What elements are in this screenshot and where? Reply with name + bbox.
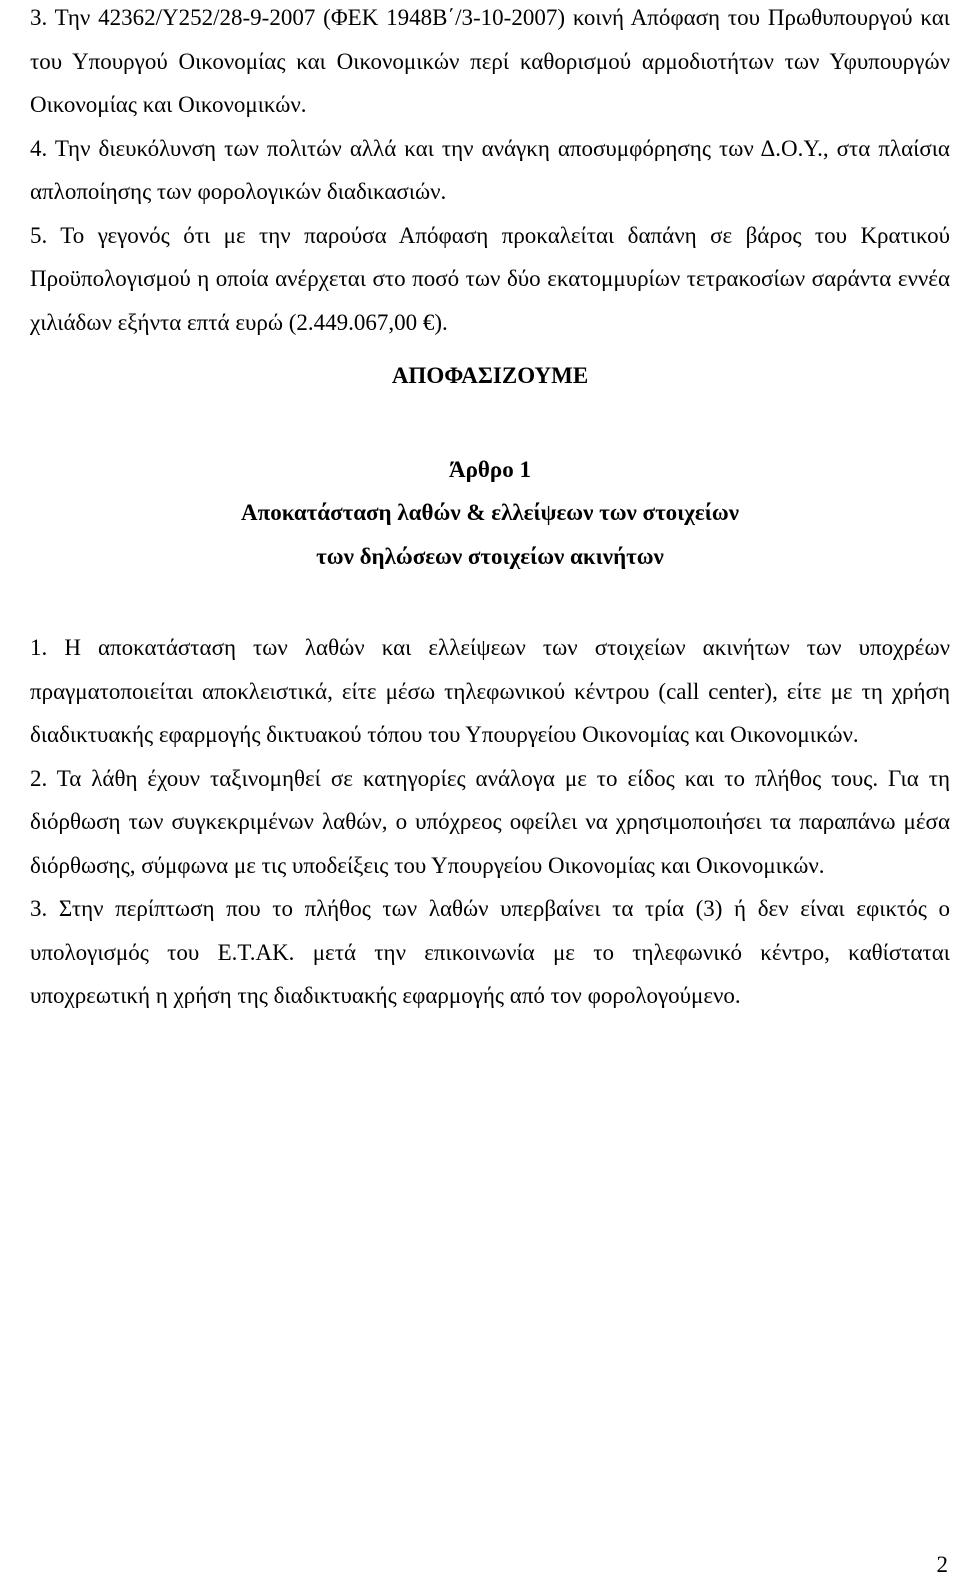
- article-paragraph-3: [30, 887, 950, 1018]
- recital-item-5: [30, 214, 950, 345]
- paragraph-text: Στην περίπτωση που το πλήθος των λαθών υπερβαίνει τα τρία (3) ή δεν είναι εφικτός ο υπολογισμός του Ε.Τ.ΑΚ. μετά την επικοινωνία με το τηλεφωνικό κέντρο, καθίσταται υποχρεωτική η χρήση της διαδικτυακής εφαρμογής από τον φορολογούμενο.: [30, 896, 950, 1008]
- article-paragraph-1: [30, 626, 950, 757]
- decision-heading: ΑΠΟΦΑΣΙΖΟΥΜΕ: [391, 363, 589, 388]
- paragraph-number: 3.: [30, 896, 48, 921]
- article-title-line-1: Αποκατάσταση λαθών & ελλείψεων των στοιχείων: [241, 500, 739, 525]
- recital-number: 3.: [30, 5, 48, 30]
- article-title-line-2: των δηλώσεων στοιχείων ακινήτων: [316, 543, 664, 569]
- recital-text: Την 42362/Υ252/28-9-2007 (ΦΕΚ 1948Β΄/3-10-2007) κοινή Απόφαση του Πρωθυπουργού και του Υπουργού Οικονομίας και Οικονομικών περί καθορισμού αρμοδιοτήτων των Υφυπουργών Οικονομίας και Οικονομικών.: [30, 5, 950, 117]
- recital-item-3: [30, 0, 950, 127]
- recital-number: 4.: [30, 135, 48, 161]
- paragraph-number: 2.: [30, 765, 48, 791]
- page-number: 2: [936, 1552, 948, 1577]
- paragraph-number: 1.: [30, 635, 48, 660]
- paragraph-text: Η αποκατάσταση των λαθών και ελλείψεων των στοιχείων ακινήτων των υποχρέων πραγματοποιείται αποκλειστικά, είτε μέσω τηλεφωνικού κέντρου (call center), είτε με τη χρήση διαδικτυακής εφαρμογής δικτυακού τόπου του Υπουργείου Οικονομίας και Οικονομικών.: [30, 635, 950, 747]
- document-page: [30, 0, 950, 1018]
- article-number: Άρθρο 1: [449, 456, 531, 482]
- recital-text: Την διευκόλυνση των πολιτών αλλά και την ανάγκη αποσυμφόρησης των Δ.Ο.Υ., στα πλαίσια απλοποίησης των φορολογικών διαδικασιών.: [30, 135, 950, 204]
- recital-item-4: [30, 127, 950, 214]
- article-paragraph-2: [30, 757, 950, 888]
- recital-number: 5.: [30, 222, 48, 248]
- paragraph-text: Τα λάθη έχουν ταξινομηθεί σε κατηγορίες ανάλογα με το είδος και το πλήθος τους. Για τη διόρθωση των συγκεκριμένων λαθών, ο υπόχρεος οφείλει να χρησιμοποιήσει τα παραπάνω μέσα διόρθωσης, σύμφωνα με τις υποδείξεις του Υπουργείου Οικονομίας και Οικονομικών.: [30, 765, 950, 878]
- recital-text: Το γεγονός ότι με την παρούσα Απόφαση προκαλείται δαπάνη σε βάρος του Κρατικού Προϋπολογισμού η οποία ανέρχεται στο ποσό των δύο εκατομμυρίων τετρακοσίων σαράντα εννέα χιλιάδων εξήντα επτά ευρώ (2.449.067,00 €).: [30, 222, 950, 335]
